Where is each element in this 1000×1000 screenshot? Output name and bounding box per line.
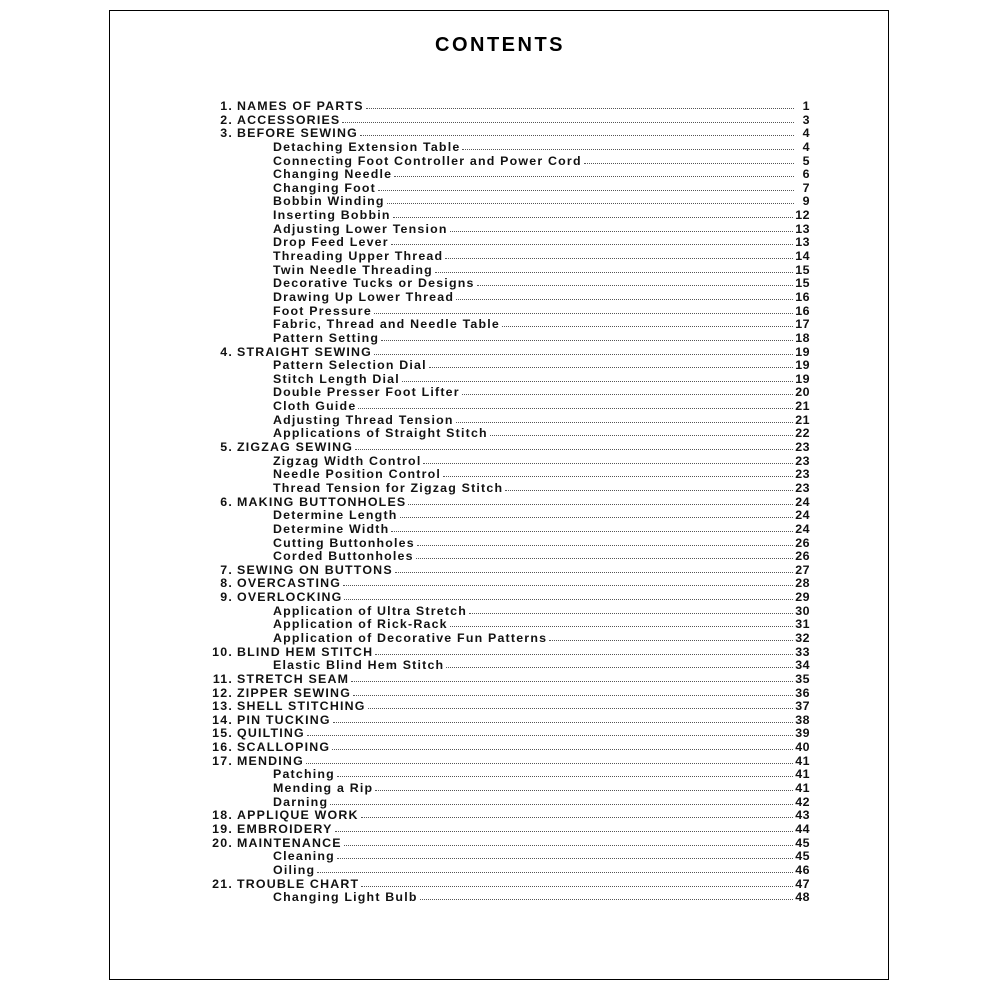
toc-subentry <box>195 195 810 209</box>
toc-entry <box>195 564 810 578</box>
entry-label: OVERLOCKING <box>237 590 343 605</box>
toc-subentry <box>195 386 810 400</box>
toc-subentry <box>195 209 810 223</box>
entry-label: Pattern Setting <box>273 330 380 345</box>
entry-label: Elastic Blind Hem Stitch <box>273 658 445 673</box>
dot-leader <box>450 222 794 232</box>
entry-page-number: 19 <box>795 358 810 373</box>
entry-label: Cutting Buttonholes <box>273 535 415 550</box>
dot-leader <box>402 372 793 382</box>
entry-page-number: 18 <box>795 330 810 345</box>
toc-entry <box>195 346 810 360</box>
entry-page-number: 13 <box>795 221 810 236</box>
toc-entry <box>195 441 810 455</box>
entry-page-number: 19 <box>795 371 810 386</box>
dot-leader <box>416 549 794 559</box>
entry-page-number: 33 <box>795 644 810 659</box>
toc-subentry <box>195 659 810 673</box>
toc-subentry <box>195 796 810 810</box>
dot-leader <box>366 99 794 109</box>
dot-leader <box>584 154 794 164</box>
entry-label: SHELL STITCHING <box>237 699 366 714</box>
entry-label: Changing Needle <box>273 167 393 182</box>
entry-page-number: 43 <box>795 808 810 823</box>
dot-leader <box>445 249 793 259</box>
entry-page-number: 16 <box>795 303 810 318</box>
toc-entry <box>195 591 810 605</box>
toc-entry <box>195 878 810 892</box>
entry-page-number: 28 <box>795 576 810 591</box>
toc-subentry <box>195 414 810 428</box>
entry-label: BLIND HEM STITCH <box>237 644 374 659</box>
entry-label: Needle Position Control <box>273 467 442 482</box>
dot-leader <box>456 290 793 300</box>
toc-entry <box>195 700 810 714</box>
toc-subentry <box>195 236 810 250</box>
dot-leader <box>443 467 793 477</box>
toc-subentry <box>195 482 810 496</box>
dot-leader <box>368 699 794 709</box>
entry-label: Cloth Guide <box>273 399 357 414</box>
entry-page-number: 5 <box>802 153 810 168</box>
toc-subentry <box>195 864 810 878</box>
toc-subentry <box>195 768 810 782</box>
dot-leader <box>394 167 794 177</box>
entry-label: Cleaning <box>273 849 335 864</box>
entry-page-number: 1 <box>802 99 810 113</box>
toc-subentry <box>195 182 810 196</box>
entry-page-number: 48 <box>795 890 810 905</box>
entry-label: Pattern Selection Dial <box>273 358 427 373</box>
toc-subentry <box>195 141 810 155</box>
entry-label: Threading Upper Thread <box>273 249 444 264</box>
dot-leader <box>375 645 793 655</box>
dot-leader <box>456 413 794 423</box>
entry-label: MAINTENANCE <box>237 835 342 850</box>
toc-subentry <box>195 168 810 182</box>
entry-page-number: 14 <box>795 249 810 264</box>
entry-label: Adjusting Lower Tension <box>273 221 448 236</box>
entry-page-number: 15 <box>795 276 810 291</box>
entry-page-number: 23 <box>795 453 810 468</box>
toc-subentry <box>195 550 810 564</box>
toc-entry <box>195 837 810 851</box>
dot-leader <box>351 672 793 682</box>
dot-leader <box>462 140 794 150</box>
toc-subentry <box>195 359 810 373</box>
dot-leader <box>330 795 793 805</box>
entry-page-number: 24 <box>795 521 810 536</box>
entry-label: Application of Ultra Stretch <box>273 603 468 618</box>
dot-leader <box>317 863 793 873</box>
toc-subentry <box>195 891 810 905</box>
toc-subentry <box>195 468 810 482</box>
entry-label: QUILTING <box>237 726 305 741</box>
dot-leader <box>450 617 793 627</box>
entry-page-number: 20 <box>795 385 810 400</box>
entry-page-number: 45 <box>795 849 810 864</box>
entry-page-number: 41 <box>795 753 810 768</box>
toc-entry <box>195 646 810 660</box>
dot-leader <box>391 522 793 532</box>
toc-entry <box>195 673 810 687</box>
toc-subentry <box>195 455 810 469</box>
entry-page-number: 36 <box>795 685 810 700</box>
entry-number: 11. <box>212 671 233 686</box>
entry-page-number: 3 <box>802 112 810 127</box>
dot-leader <box>435 263 793 273</box>
entry-page-number: 41 <box>795 781 810 796</box>
toc-subentry <box>195 264 810 278</box>
entry-number: 9. <box>220 590 233 605</box>
entry-page-number: 21 <box>795 399 810 414</box>
toc-subentry <box>195 537 810 551</box>
entry-number: 17. <box>212 753 233 768</box>
entry-page-number: 32 <box>795 630 810 645</box>
entry-page-number: 15 <box>795 262 810 277</box>
entry-page-number: 26 <box>795 535 810 550</box>
entry-page-number: 46 <box>795 862 810 877</box>
dot-leader <box>344 836 793 846</box>
dot-leader <box>374 345 793 355</box>
entry-label: BEFORE SEWING <box>237 126 358 141</box>
entry-page-number: 34 <box>795 658 810 673</box>
dot-leader <box>417 536 793 546</box>
entry-label: Fabric, Thread and Needle Table <box>273 317 501 332</box>
toc-subentry <box>195 223 810 237</box>
entry-label: Applications of Straight Stitch <box>273 426 488 441</box>
dot-leader <box>502 317 793 327</box>
toc-subentry <box>195 509 810 523</box>
entry-label: SEWING ON BUTTONS <box>237 562 393 577</box>
dot-leader <box>469 604 793 614</box>
toc-entry <box>195 809 810 823</box>
entry-label: Corded Buttonholes <box>273 549 414 564</box>
entry-label: Changing Foot <box>273 180 376 195</box>
dot-leader <box>355 440 793 450</box>
dot-leader <box>420 890 794 900</box>
entry-number: 8. <box>220 576 233 591</box>
entry-page-number: 30 <box>795 603 810 618</box>
dot-leader <box>335 822 794 832</box>
toc-entry <box>195 727 810 741</box>
toc-subentry <box>195 305 810 319</box>
entry-label: Inserting Bobbin <box>273 208 391 223</box>
entry-label: STRAIGHT SEWING <box>237 344 373 359</box>
dot-leader <box>337 849 793 859</box>
toc-entry <box>195 577 810 591</box>
entry-page-number: 38 <box>795 712 810 727</box>
entry-label: Adjusting Thread Tension <box>273 412 454 427</box>
entry-page-number: 24 <box>795 508 810 523</box>
toc-subentry <box>195 427 810 441</box>
entry-label: Double Presser Foot Lifter <box>273 385 460 400</box>
entry-page-number: 37 <box>795 699 810 714</box>
dot-leader <box>477 276 794 286</box>
toc-subentry <box>195 618 810 632</box>
entry-label: Zigzag Width Control <box>273 453 422 468</box>
toc-subentry <box>195 291 810 305</box>
entry-page-number: 29 <box>795 590 810 605</box>
entry-label: EMBROIDERY <box>237 821 333 836</box>
dot-leader <box>358 399 793 409</box>
entry-number: 5. <box>220 440 233 455</box>
entry-page-number: 47 <box>795 876 810 891</box>
entry-number: 13. <box>212 699 233 714</box>
entry-number: 3. <box>220 126 233 141</box>
entry-page-number: 27 <box>795 562 810 577</box>
entry-label: Application of Decorative Fun Patterns <box>273 630 548 645</box>
dot-leader <box>378 181 794 191</box>
entry-page-number: 41 <box>795 767 810 782</box>
entry-page-number: 16 <box>795 289 810 304</box>
entry-page-number: 22 <box>795 426 810 441</box>
toc-entry <box>195 114 810 128</box>
dot-leader <box>344 590 793 600</box>
toc-subentry <box>195 400 810 414</box>
entry-page-number: 35 <box>795 671 810 686</box>
toc-subentry <box>195 277 810 291</box>
entry-number: 12. <box>212 685 233 700</box>
entry-label: Foot Pressure <box>273 303 372 318</box>
page-title: CONTENTS <box>435 34 565 56</box>
toc-entry <box>195 823 810 837</box>
toc-subentry <box>195 605 810 619</box>
entry-number: 14. <box>212 712 233 727</box>
toc-subentry <box>195 782 810 796</box>
dot-leader <box>353 686 793 696</box>
toc-subentry <box>195 318 810 332</box>
dot-leader <box>387 194 794 204</box>
dot-leader <box>381 331 793 341</box>
entry-page-number: 6 <box>802 167 810 182</box>
entry-label: Determine Width <box>273 521 390 536</box>
entry-page-number: 4 <box>802 126 810 141</box>
entry-page-number: 17 <box>795 317 810 332</box>
entry-page-number: 4 <box>802 139 810 154</box>
toc-entry <box>195 496 810 510</box>
entry-page-number: 12 <box>795 208 810 223</box>
entry-label: Mending a Rip <box>273 781 374 796</box>
entry-number: 2. <box>220 112 233 127</box>
entry-label: Drop Feed Lever <box>273 235 389 250</box>
toc-entry <box>195 755 810 769</box>
dot-leader <box>337 767 793 777</box>
entry-label: TROUBLE CHART <box>237 876 360 891</box>
toc-subentry <box>195 373 810 387</box>
dot-leader <box>462 385 793 395</box>
entry-label: MAKING BUTTONHOLES <box>237 494 407 509</box>
entry-number: 18. <box>212 808 233 823</box>
dot-leader <box>306 754 793 764</box>
entry-page-number: 13 <box>795 235 810 250</box>
entry-label: APPLIQUE WORK <box>237 808 359 823</box>
dot-leader <box>395 563 793 573</box>
entry-label: Determine Length <box>273 508 398 523</box>
toc-subentry <box>195 332 810 346</box>
entry-label: Oiling <box>273 862 316 877</box>
entry-page-number: 23 <box>795 440 810 455</box>
entry-label: Decorative Tucks or Designs <box>273 276 475 291</box>
entry-number: 1. <box>220 99 233 113</box>
entry-label: ZIPPER SEWING <box>237 685 352 700</box>
entry-number: 16. <box>212 740 233 755</box>
toc-subentry <box>195 523 810 537</box>
entry-label: NAMES OF PARTS <box>237 99 364 113</box>
entry-label: OVERCASTING <box>237 576 342 591</box>
toc-entry <box>195 687 810 701</box>
entry-page-number: 9 <box>802 194 810 209</box>
dot-leader <box>343 576 793 586</box>
entry-page-number: 44 <box>795 821 810 836</box>
entry-number: 20. <box>212 835 233 850</box>
dot-leader <box>342 113 794 123</box>
dot-leader <box>490 426 793 436</box>
toc-subentry <box>195 155 810 169</box>
entry-page-number: 42 <box>795 794 810 809</box>
dot-leader <box>332 740 793 750</box>
entry-number: 19. <box>212 821 233 836</box>
entry-number: 4. <box>220 344 233 359</box>
entry-label: ZIGZAG SEWING <box>237 440 354 455</box>
dot-leader <box>446 658 793 668</box>
entry-label: SCALLOPING <box>237 740 331 755</box>
entry-page-number: 23 <box>795 480 810 495</box>
entry-page-number: 21 <box>795 412 810 427</box>
toc-subentry <box>195 632 810 646</box>
entry-page-number: 23 <box>795 467 810 482</box>
dot-leader <box>361 877 793 887</box>
entry-page-number: 26 <box>795 549 810 564</box>
entry-label: Detaching Extension Table <box>273 139 461 154</box>
entry-label: Drawing Up Lower Thread <box>273 289 455 304</box>
dot-leader <box>400 508 794 518</box>
entry-label: Changing Light Bulb <box>273 890 418 905</box>
entry-page-number: 40 <box>795 740 810 755</box>
entry-label: PIN TUCKING <box>237 712 331 727</box>
entry-number: 6. <box>220 494 233 509</box>
entry-label: Bobbin Winding <box>273 194 385 209</box>
entry-page-number: 39 <box>795 726 810 741</box>
entry-label: ACCESSORIES <box>237 112 341 127</box>
dot-leader <box>360 126 794 136</box>
entry-label: Stitch Length Dial <box>273 371 400 386</box>
dot-leader <box>505 481 793 491</box>
entry-label: STRETCH SEAM <box>237 671 350 686</box>
entry-number: 7. <box>220 562 233 577</box>
entry-label: Twin Needle Threading <box>273 262 433 277</box>
toc-entry <box>195 714 810 728</box>
entry-number: 10. <box>212 644 233 659</box>
entry-page-number: 45 <box>795 835 810 850</box>
dot-leader <box>391 235 793 245</box>
toc-subentry <box>195 250 810 264</box>
dot-leader <box>333 713 793 723</box>
dot-leader <box>374 304 793 314</box>
entry-label: MENDING <box>237 753 304 768</box>
entry-label: Patching <box>273 767 335 782</box>
dot-leader <box>393 208 794 218</box>
dot-leader <box>408 495 793 505</box>
dot-leader <box>423 454 793 464</box>
entry-page-number: 7 <box>802 180 810 195</box>
dot-leader <box>361 808 794 818</box>
entry-label: Darning <box>273 794 329 809</box>
table-of-contents <box>195 100 810 905</box>
dot-leader <box>549 631 793 641</box>
toc-entry <box>195 741 810 755</box>
entry-page-number: 31 <box>795 617 810 632</box>
toc-entry <box>195 127 810 141</box>
toc-entry <box>195 100 810 114</box>
entry-page-number: 24 <box>795 494 810 509</box>
entry-label: Connecting Foot Controller and Power Cord <box>273 153 582 168</box>
entry-page-number: 19 <box>795 344 810 359</box>
dot-leader <box>429 358 793 368</box>
entry-label: Application of Rick-Rack <box>273 617 448 632</box>
entry-number: 21. <box>212 876 233 891</box>
dot-leader <box>307 726 793 736</box>
entry-number: 15. <box>212 726 233 741</box>
entry-label: Thread Tension for Zigzag Stitch <box>273 480 504 495</box>
toc-subentry <box>195 850 810 864</box>
dot-leader <box>375 781 793 791</box>
